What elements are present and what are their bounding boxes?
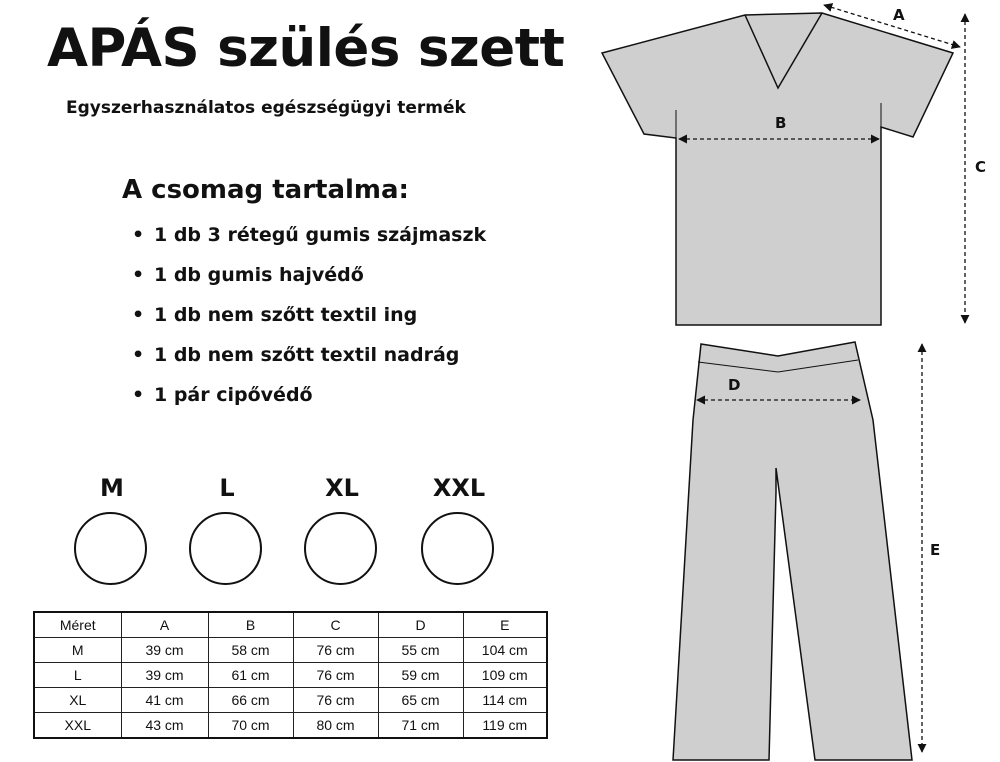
table-cell: 41 cm [121,688,208,713]
table-cell: 61 cm [208,663,293,688]
size-label-m: M [100,474,124,502]
table-cell: M [34,638,121,663]
page-title: APÁS szülés szett [47,18,565,79]
table-cell: 43 cm [121,713,208,739]
size-label-l: L [219,474,235,502]
table-cell: 119 cm [463,713,547,739]
size-label-xl: XL [325,474,359,502]
pants-shape [673,342,912,760]
table-cell: 104 cm [463,638,547,663]
table-cell: 59 cm [378,663,463,688]
table-cell: 76 cm [293,688,378,713]
dimension-d-label: D [728,376,741,394]
table-cell: 65 cm [378,688,463,713]
table-cell: 76 cm [293,638,378,663]
dimension-a-label: A [893,6,905,24]
table-cell: L [34,663,121,688]
list-item-text: 1 db 3 rétegű gumis szájmaszk [154,224,487,246]
dimension-b-label: B [775,114,787,132]
size-label-xxl: XXL [432,474,486,502]
table-header-cell: B [208,612,293,638]
table-cell: 80 cm [293,713,378,739]
table-cell: XXL [34,713,121,739]
bullet-icon: • [132,224,145,246]
table-header-cell: A [121,612,208,638]
dimension-c-label: C [975,158,987,176]
dimension-e-label: E [930,541,941,559]
list-item-text: 1 db nem szőtt textil ing [154,304,418,326]
bullet-icon: • [132,264,145,286]
bullet-icon: • [132,384,145,406]
table-cell: 114 cm [463,688,547,713]
table-cell: 39 cm [121,663,208,688]
table-cell: 55 cm [378,638,463,663]
table-cell: 71 cm [378,713,463,739]
table-cell: 58 cm [208,638,293,663]
table-cell: 70 cm [208,713,293,739]
table-cell: XL [34,688,121,713]
table-header-cell: D [378,612,463,638]
table-cell: 109 cm [463,663,547,688]
shirt-shape [602,13,953,325]
list-item-text: 1 db nem szőtt textil nadrág [154,344,460,366]
table-cell: 66 cm [208,688,293,713]
contents-heading: A csomag tartalma: [122,175,409,205]
table-cell: 39 cm [121,638,208,663]
bullet-icon: • [132,344,145,366]
list-item-text: 1 db gumis hajvédő [154,264,364,286]
bullet-icon: • [132,304,145,326]
table-cell: 76 cm [293,663,378,688]
table-header-cell: Méret [34,612,121,638]
table-header-cell: C [293,612,378,638]
list-item-text: 1 pár cipővédő [154,384,313,406]
page-subtitle: Egyszerhasználatos egészségügyi termék [66,98,466,118]
table-header-cell: E [463,612,547,638]
